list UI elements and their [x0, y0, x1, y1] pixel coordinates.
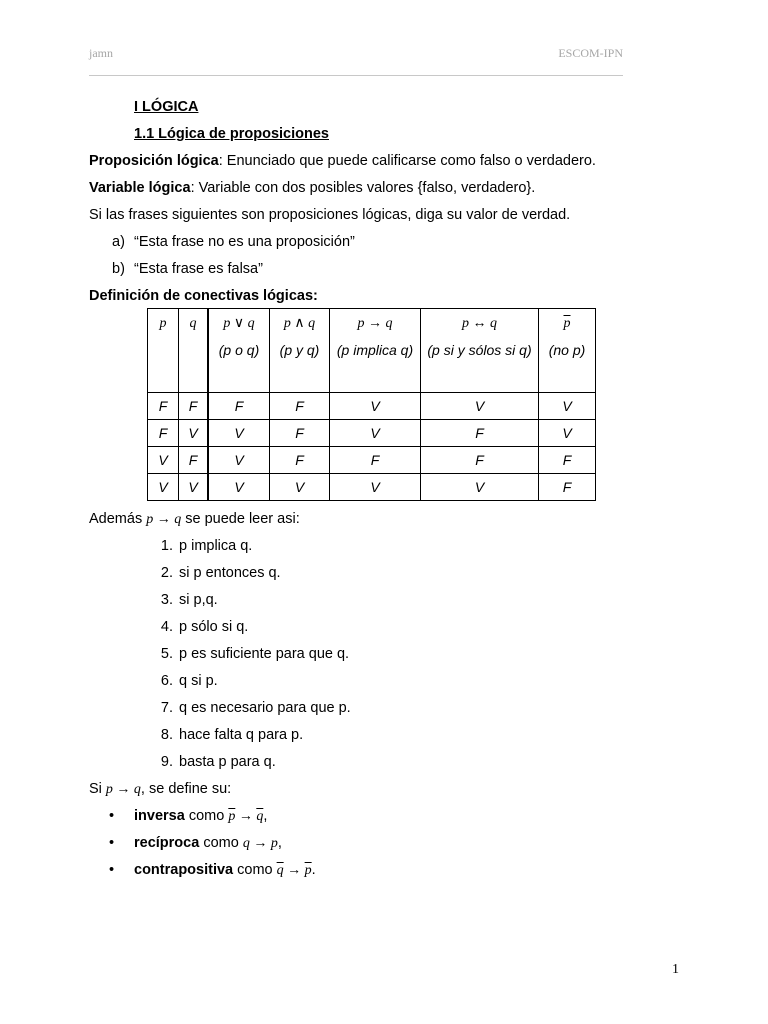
negated-q: $\overline{q}$: [276, 863, 284, 878]
reading-item: 9. basta p para q.: [160, 754, 276, 770]
variant-reciproca: • recíproca como q → p,: [89, 832, 629, 859]
table-cell: V: [330, 393, 421, 420]
variant-inversa: • inversa como $\overline{p} \to \overline{q}$,: [89, 805, 629, 832]
reading-item: 6. q si p.: [160, 673, 218, 689]
ademas-after: se puede leer asi:: [181, 511, 300, 527]
section-title: I LÓGICA: [134, 99, 199, 115]
reading-item: 1. p implica q.: [160, 538, 253, 554]
reading-item: 7. q es necesario para que p.: [160, 700, 351, 716]
definition-term: Proposición lógica: [89, 153, 219, 169]
truth-table-row: [148, 447, 596, 474]
table-cell: V: [539, 420, 596, 447]
table-cell: F: [179, 393, 209, 420]
table-cell: V: [539, 393, 596, 420]
table-cell: F: [421, 447, 539, 474]
table-cell: F: [330, 447, 421, 474]
definition-variable: [89, 177, 629, 204]
table-cell: F: [179, 447, 209, 474]
table-cell: V: [330, 420, 421, 447]
table-cell: F: [148, 393, 179, 420]
definition-text: : Enunciado que puede calificarse como falso o verdadero.: [218, 153, 596, 169]
truth-table: [147, 308, 596, 501]
truth-table-row: [148, 474, 596, 501]
definition-proposicion: [89, 150, 629, 177]
negated-p: $\overline{p}$: [228, 809, 236, 824]
table-cell: V: [270, 474, 330, 501]
bullet-icon: •: [108, 808, 115, 824]
truth-table-header-row: [148, 309, 596, 393]
section-subtitle: 1.1 Lógica de proposiciones: [134, 126, 329, 142]
document-body-lower: [89, 508, 629, 886]
reading-item: 8. hace falta q para p.: [160, 727, 304, 743]
header-cell-not: $\overline{p}$ (no p): [539, 309, 596, 393]
implication-expression: p → q: [105, 782, 141, 797]
negated-p: $\overline{p}$: [304, 863, 312, 878]
bullet-icon: •: [108, 835, 115, 851]
implication-expression: p → q: [146, 512, 182, 527]
reading-item: 4. p sólo si q.: [160, 619, 249, 635]
table-cell: F: [539, 474, 596, 501]
table-cell: V: [179, 474, 209, 501]
option-text: “Esta frase es falsa”: [134, 261, 263, 277]
si-after: , se define su:: [140, 781, 232, 797]
table-cell: F: [539, 447, 596, 474]
variant-contrapositiva: • contrapositiva como $\overline{q} \to \overline{p}$.: [89, 859, 629, 886]
table-cell: V: [421, 474, 539, 501]
table-cell: V: [148, 447, 179, 474]
option-marker: a): [112, 234, 125, 250]
header-cell-and: p ∧ q (p y q): [270, 309, 330, 393]
header-cell-or: p ∨ q (p o q): [208, 309, 270, 393]
table-cell: V: [421, 393, 539, 420]
si-before: Si: [89, 781, 106, 797]
option-b: [89, 258, 629, 285]
si-line: [89, 778, 629, 805]
table-cell: V: [330, 474, 421, 501]
table-cell: F: [148, 420, 179, 447]
reading-item: 2. si p entonces q.: [160, 565, 281, 581]
table-cell: F: [270, 447, 330, 474]
table-cell: F: [270, 393, 330, 420]
table-cell: F: [421, 420, 539, 447]
truth-table-row: [148, 393, 596, 420]
option-marker: b): [112, 261, 125, 277]
document-body: [89, 96, 629, 312]
header-left-text: jamn: [89, 46, 113, 60]
ademas-line: [89, 508, 629, 535]
definition-term: Variable lógica: [89, 180, 191, 196]
page-number: 1: [672, 962, 679, 977]
definition-text: : Variable con dos posibles valores {falso, verdadero}.: [190, 180, 536, 196]
reading-item: 3. si p,q.: [160, 592, 218, 608]
ademas-before: Además: [89, 511, 147, 527]
table-cell: V: [208, 447, 270, 474]
header-cell-q: q: [179, 309, 209, 393]
option-text: “Esta frase no es una proposición”: [134, 234, 355, 250]
question-text: Si las frases siguientes son proposiciones lógicas, diga su valor de verdad.: [89, 207, 571, 223]
negated-q: $\overline{q}$: [256, 809, 264, 824]
bullet-icon: •: [108, 862, 115, 878]
table-cell: V: [208, 420, 270, 447]
table-cell: F: [208, 393, 270, 420]
connectives-heading: Definición de conectivas lógicas:: [89, 288, 318, 304]
table-cell: V: [208, 474, 270, 501]
header-divider: [89, 75, 623, 76]
table-cell: V: [179, 420, 209, 447]
table-cell: V: [148, 474, 179, 501]
truth-table-row: [148, 420, 596, 447]
header-cell-implies: p → q (p implica q): [330, 309, 421, 393]
header-right-text: ESCOM-IPN: [558, 46, 623, 60]
header-cell-iff: p ↔ q (p si y sólos si q): [421, 309, 539, 393]
table-cell: F: [270, 420, 330, 447]
header-cell-p: p: [148, 309, 179, 393]
reading-item: 5. p es suficiente para que q.: [160, 646, 350, 662]
option-a: [89, 231, 629, 258]
